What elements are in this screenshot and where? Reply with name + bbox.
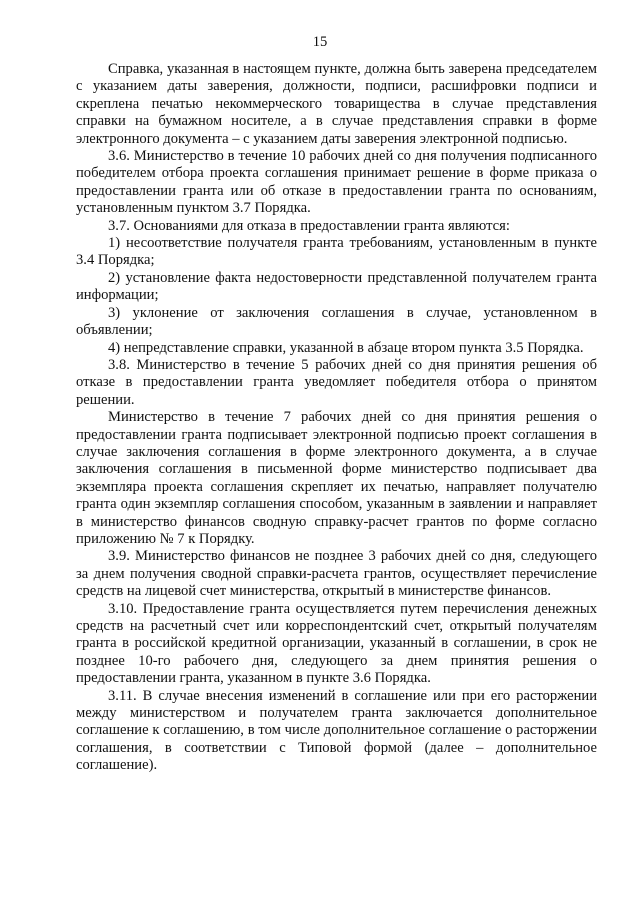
paragraph-3-7: 3.7. Основаниями для отказа в предоставлении гранта являются: — [108, 217, 510, 234]
paragraph-3-9: 3.9. Министерство финансов не позднее 3 рабочих дней со дня, следующего за днем получения сводной справки-расчета грантов, осуществляет перечисление средств на лицевой счет министерства, открытый в министерстве финансов. — [76, 548, 597, 600]
paragraph-certificate-attestation: Справка, указанная в настоящем пункте, должна быть заверена председателем с указанием даты заверения, должности, подписи, расшифровки подписи и скреплена печатью некоммерческого товарищества в случае представления справки на бумажном носителе, а в случае представления справки в форме электронного документа – с указанием даты заверения электронной подписью. — [76, 61, 597, 147]
paragraph-3-6: 3.6. Министерство в течение 10 рабочих дней со дня получения подписанного победителем отбора проекта соглашения принимает решение в форме приказа о предоставлении гранта или об отказе в предоставлении гранта по основаниям, установленным пунктом 3.7 Порядка. — [76, 148, 597, 217]
paragraph-3-7-item-4: 4) непредставление справки, указанной в абзаце втором пункта 3.5 Порядка. — [108, 339, 584, 356]
paragraph-3-8-signing: Министерство в течение 7 рабочих дней со дня принятия решения о предоставлении гранта подписывает электронной подписью проект соглашения в случае заключения соглашения в форме электронного документа, а в случае заключения соглашения в письменной форме министерство подписывает два экземпляра проекта соглашения скрепляет их печатью, направляет получателю гранта один экземпляр соглашения способом, указанным в заявлении и направляет в министерство финансов сводную справку-расчет грантов по форме согласно приложению № 7 к Порядку. — [76, 409, 597, 547]
paragraph-3-7-item-1: 1) несоответствие получателя гранта требованиям, установленным в пункте 3.4 Порядка; — [76, 235, 597, 269]
paragraph-3-10: 3.10. Предоставление гранта осуществляется путем перечисления денежных средств на расчетный счет или корреспондентский счет, открытый получателям гранта в российской кредитной организации, указанный в соглашении, в срок не позднее 10-го рабочего дня, следующего за днем принятия решения о предоставлении гранта, указанном в пункте 3.6 Порядка. — [76, 600, 597, 687]
paragraph-3-8: 3.8. Министерство в течение 5 рабочих дней со дня принятия решения об отказе в предоставлении гранта уведомляет победителя отбора о принятом решении. — [76, 356, 597, 408]
page-number: 15 — [312, 34, 328, 50]
paragraph-3-7-item-3: 3) уклонение от заключения соглашения в случае, установленном в объявлении; — [76, 304, 597, 339]
paragraph-3-11: 3.11. В случае внесения изменений в соглашение или при его расторжении между министерством и получателем гранта заключается дополнительное соглашение к соглашению, в том числе дополнительное соглашение о расторжении соглашения, в соответствии с Типовой формой (далее – дополнительное соглашение). — [76, 687, 597, 774]
document-body — [76, 61, 597, 775]
paragraph-3-7-item-2: 2) установление факта недостоверности представленной получателем гранта информации; — [76, 269, 597, 304]
